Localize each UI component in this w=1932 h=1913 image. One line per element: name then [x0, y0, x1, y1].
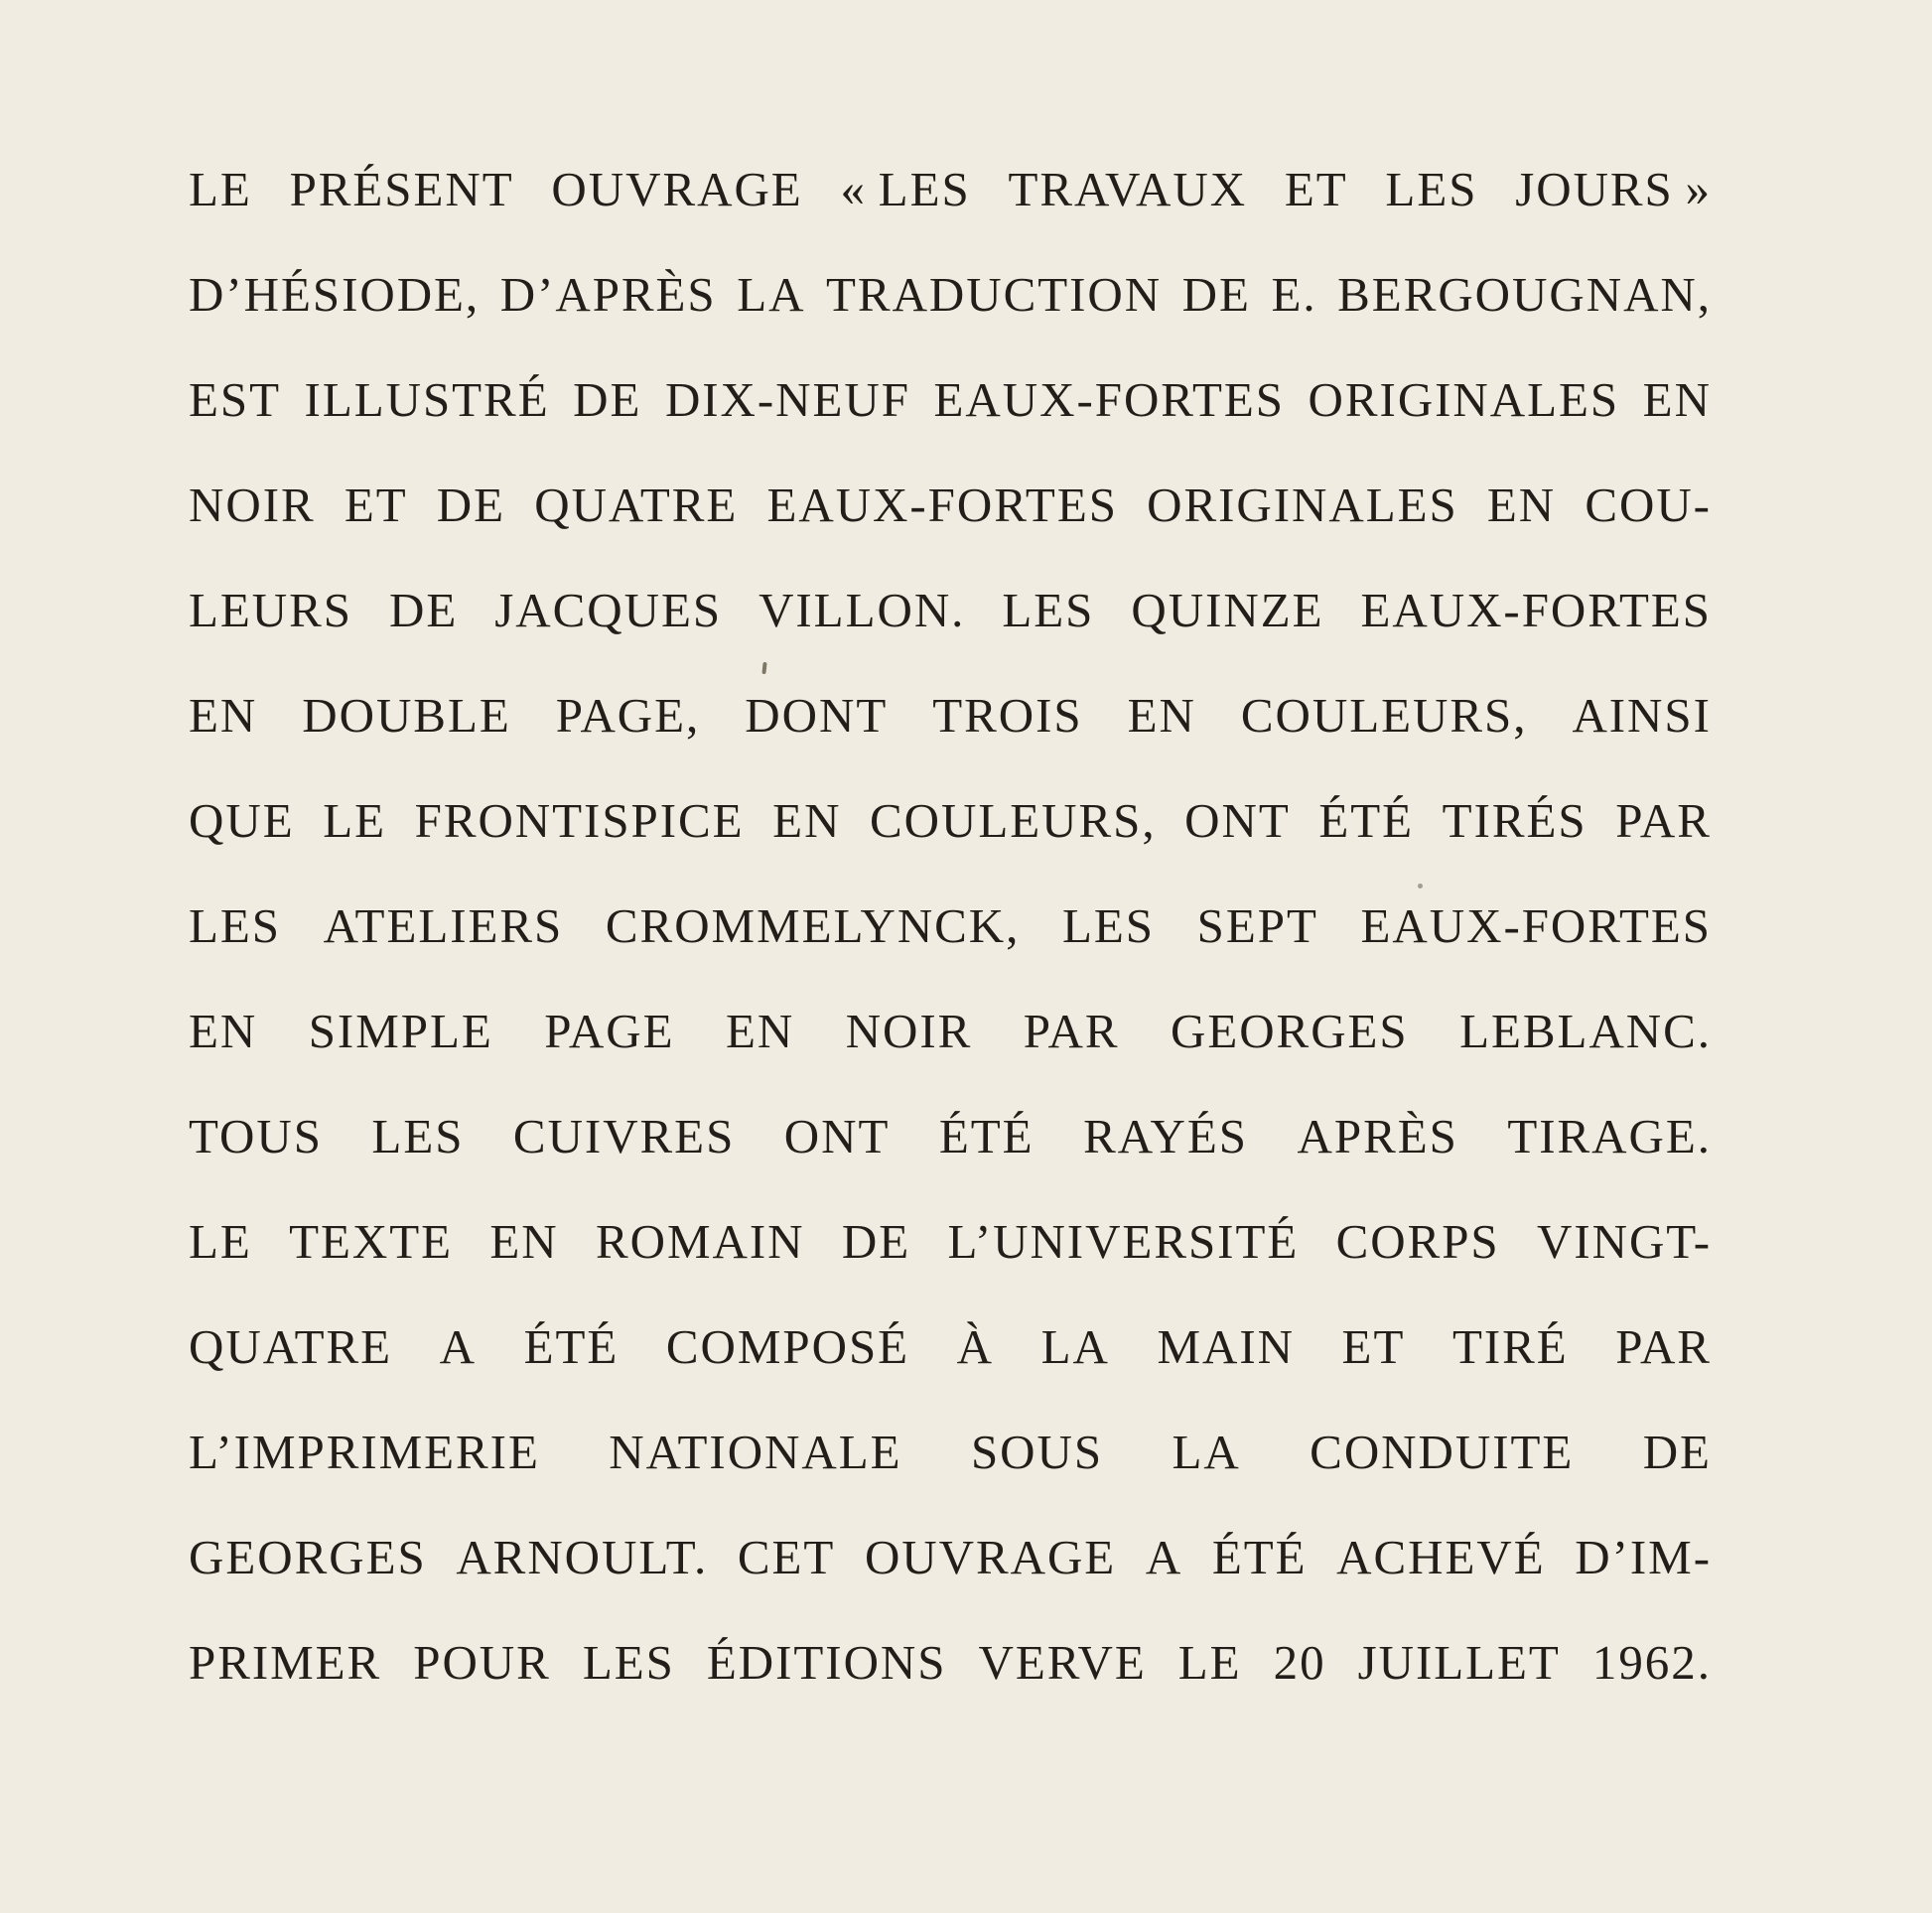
colophon-word: DE: [388, 583, 459, 637]
colophon-word: CORPS: [1335, 1214, 1500, 1269]
colophon-word: EN: [189, 1004, 258, 1058]
colophon-line: [189, 1295, 1712, 1400]
colophon-word: COULEURS,: [1240, 688, 1528, 743]
colophon-word: ÉDITIONS: [706, 1635, 947, 1690]
colophon-line: [189, 1084, 1712, 1189]
colophon-word: DIX-NEUF: [664, 372, 910, 427]
colophon-word: ET: [344, 478, 408, 532]
colophon-word: AINSI: [1572, 688, 1712, 743]
colophon-word: QUATRE: [534, 478, 739, 532]
colophon-word: D’HÉSIODE,: [189, 267, 481, 322]
colophon-word: TROIS: [932, 688, 1083, 743]
colophon-word: LA: [1040, 1319, 1110, 1374]
colophon-word: CET: [737, 1530, 836, 1584]
colophon-word: LA: [1172, 1425, 1241, 1479]
colophon-word: CUIVRES: [512, 1109, 736, 1163]
colophon-word: EN: [725, 1004, 795, 1058]
colophon-word: EN: [1486, 478, 1557, 532]
colophon-word: EST: [189, 372, 281, 427]
colophon-word: CROMMELYNCK,: [605, 898, 1021, 953]
colophon-line: [189, 1505, 1712, 1610]
colophon-word: QUE: [189, 793, 295, 848]
colophon-word: DE: [1181, 267, 1251, 322]
colophon-word: DE: [573, 372, 642, 427]
colophon-word: QUINZE: [1131, 583, 1324, 637]
colophon-word: PAR: [1615, 1319, 1712, 1374]
colophon-word: LES: [1002, 583, 1095, 637]
colophon-word: DE: [1642, 1425, 1712, 1479]
colophon-word: NATIONALE: [609, 1425, 902, 1479]
colophon-word: 20: [1273, 1635, 1326, 1690]
colophon-word: LE: [323, 793, 386, 848]
colophon-word: ARNOULT.: [456, 1530, 709, 1584]
colophon-word: BERGOUGNAN,: [1337, 267, 1712, 322]
colophon-word: PAR: [1615, 793, 1712, 848]
colophon-word: LE: [189, 1214, 252, 1269]
colophon-line: [189, 347, 1712, 453]
colophon-word: EN: [772, 793, 842, 848]
colophon-word: TOUS: [189, 1109, 323, 1163]
colophon-word: DE: [841, 1214, 911, 1269]
colophon-word: TIRAGE.: [1507, 1109, 1712, 1163]
colophon-word: ACHEVÉ: [1336, 1530, 1546, 1584]
colophon-word: PAGE: [544, 1004, 675, 1058]
colophon-line: [189, 874, 1712, 979]
colophon-word: JUILLET: [1357, 1635, 1561, 1690]
colophon-word: ORIGINALES: [1147, 478, 1458, 532]
colophon-word: D’IM-: [1575, 1530, 1712, 1584]
colophon-line: [189, 453, 1712, 558]
colophon-word: MAIN: [1157, 1319, 1295, 1374]
colophon-word: PRÉSENT: [289, 162, 514, 216]
colophon-word: EAUX-FORTES: [1360, 583, 1712, 637]
colophon-word: PAGE,: [555, 688, 701, 743]
colophon-line: [189, 558, 1712, 663]
colophon-word: L’UNIVERSITÉ: [947, 1214, 1300, 1269]
colophon-word: ÉTÉ: [523, 1319, 620, 1374]
colophon-word: GEORGES: [1170, 1004, 1409, 1058]
colophon-word: ROMAIN: [596, 1214, 805, 1269]
colophon-word: EAUX-FORTES: [766, 478, 1118, 532]
colophon-word: COMPOSÉ: [665, 1319, 910, 1374]
colophon-word: COU-: [1585, 478, 1712, 532]
colophon-word: A: [1145, 1530, 1183, 1584]
colophon-word: SEPT: [1196, 898, 1318, 953]
colophon-word: ATELIERS: [323, 898, 564, 953]
colophon-word: EN: [489, 1214, 559, 1269]
colophon-word: LES: [1385, 162, 1478, 216]
colophon-word: CONDUITE: [1310, 1425, 1575, 1479]
colophon-word: APRÈS: [1297, 1109, 1458, 1163]
colophon-word: ONT: [1184, 793, 1291, 848]
colophon-word: LES: [582, 1635, 675, 1690]
colophon-word: ET: [1341, 1319, 1406, 1374]
colophon-word: JOURS »: [1515, 162, 1712, 216]
colophon-word: DOUBLE: [302, 688, 511, 743]
colophon-word: QUATRE: [189, 1319, 393, 1374]
colophon-word: SOUS: [970, 1425, 1104, 1479]
colophon-word: FRONTISPICE: [414, 793, 745, 848]
colophon-word: TRADUCTION: [826, 267, 1163, 322]
colophon-word: E.: [1271, 267, 1317, 322]
colophon-text-block: [189, 137, 1712, 1715]
colophon-line: [189, 1189, 1712, 1295]
colophon-word: EN: [1642, 372, 1712, 427]
colophon-word: NOIR: [845, 1004, 973, 1058]
colophon-word: EN: [1127, 688, 1196, 743]
colophon-word: VERVE: [978, 1635, 1147, 1690]
colophon-word: DONT: [745, 688, 889, 743]
colophon-word: LES: [1062, 898, 1156, 953]
colophon-word: PRIMER: [189, 1635, 382, 1690]
colophon-word: TIRÉS: [1442, 793, 1587, 848]
colophon-line: [189, 663, 1712, 768]
colophon-word: SIMPLE: [308, 1004, 493, 1058]
colophon-line: [189, 137, 1712, 242]
colophon-word: ET: [1284, 162, 1348, 216]
colophon-word: DE: [436, 478, 506, 532]
colophon-line: [189, 1610, 1712, 1715]
colophon-word: « LES: [840, 162, 971, 216]
colophon-word: TEXTE: [289, 1214, 454, 1269]
colophon-word: D’APRÈS: [499, 267, 717, 322]
colophon-word: L’IMPRIMERIE: [189, 1425, 540, 1479]
colophon-word: PAR: [1023, 1004, 1120, 1058]
ink-speck: [1418, 884, 1423, 888]
colophon-word: COULEURS,: [870, 793, 1157, 848]
colophon-word: OUVRAGE: [551, 162, 803, 216]
colophon-word: ÉTÉ: [1211, 1530, 1308, 1584]
colophon-word: LEURS: [189, 583, 352, 637]
colophon-word: LES: [189, 898, 281, 953]
colophon-line: [189, 979, 1712, 1084]
colophon-word: LE: [1177, 1635, 1242, 1690]
colophon-word: ILLUSTRÉ: [304, 372, 550, 427]
colophon-word: EN: [189, 688, 258, 743]
colophon-word: TRAVAUX: [1008, 162, 1248, 216]
colophon-word: JACQUES: [494, 583, 723, 637]
colophon-word: NOIR: [189, 478, 316, 532]
colophon-word: ÉTÉ: [938, 1109, 1035, 1163]
colophon-word: ONT: [783, 1109, 891, 1163]
colophon-word: EAUX-FORTES: [933, 372, 1285, 427]
colophon-word: LE: [189, 162, 252, 216]
colophon-word: ORIGINALES: [1308, 372, 1620, 427]
colophon-word: TIRÉ: [1451, 1319, 1569, 1374]
colophon-word: VILLON.: [759, 583, 966, 637]
colophon-word: À: [956, 1319, 995, 1374]
colophon-word: LEBLANC.: [1459, 1004, 1712, 1058]
colophon-word: 1962.: [1591, 1635, 1712, 1690]
colophon-word: LA: [737, 267, 806, 322]
colophon-line: [189, 242, 1712, 347]
colophon-word: POUR: [413, 1635, 551, 1690]
colophon-word: LES: [371, 1109, 465, 1163]
colophon-line: [189, 768, 1712, 874]
colophon-word: A: [439, 1319, 477, 1374]
colophon-line: [189, 1400, 1712, 1505]
colophon-word: OUVRAGE: [864, 1530, 1117, 1584]
colophon-word: EAUX-FORTES: [1360, 898, 1712, 953]
colophon-word: ÉTÉ: [1318, 793, 1415, 848]
colophon-word: RAYÉS: [1083, 1109, 1249, 1163]
colophon-word: GEORGES: [189, 1530, 427, 1584]
colophon-word: VINGT-: [1536, 1214, 1712, 1269]
